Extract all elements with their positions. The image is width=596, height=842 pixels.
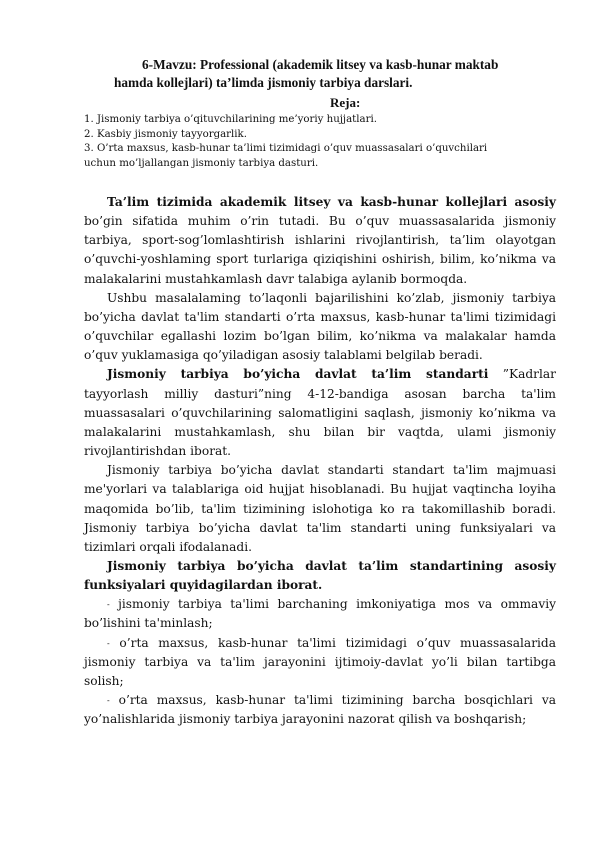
paragraph-4 — [84, 461, 556, 557]
paragraph-1 — [84, 193, 556, 289]
plan-item: uchun mo’ljallangan jismoniy tarbiya dasturi. — [84, 157, 319, 169]
body-text — [84, 193, 556, 729]
paragraph-3-bold-lead: Jismoniy tarbiya bo’yicha davlat ta’lim standarti — [107, 367, 489, 382]
list-item — [84, 691, 556, 729]
list-item-text: jismoniy tarbiya ta'limi barchaning imkoniyatiga mos va ommaviy bo’lishini ta'minlash; — [84, 597, 556, 631]
paragraph-3 — [84, 365, 556, 461]
paragraph-5-bold: Jismoniy tarbiya bo’yicha davlat ta’lim standartining asosiy funksiyalari quyidagilardan iborat. — [84, 558, 556, 593]
paragraph-1-bold-lead: Ta’lim tizimida akademik litsey va kasb-hunar kollejlari asosiy — [107, 195, 556, 209]
paragraph-5 — [84, 557, 556, 595]
plan-heading: Reja: — [330, 95, 361, 110]
topic-title-line-2: hamda kollejlari) ta’limda jismoniy tarbiya darslari. — [114, 75, 413, 90]
plan-list — [84, 113, 554, 171]
list-item — [84, 634, 556, 691]
plan-item: 2. Kasbiy jismoniy tayyorgarlik. — [84, 128, 247, 140]
paragraph-3-text: ”Kadrlar tayyorlash milliy dasturi”ning 4-12-bandiga asosan barcha ta'lim muassasalari o’quvchilarining salomatligini saqlash, jismoniy ko’nikma va malakalarini mustahkamlash, shu bilan bir vaqtda, ulami jismoniy rivojlantirishdan iborat. — [84, 367, 556, 459]
paragraph-2 — [84, 289, 556, 366]
paragraph-2-text: Ushbu masalalaming to’laqonli bajarilishini ko’zlab, jismoniy tarbiya bo’yicha davlat ta'lim standarti o’rta maxsus, kasb-hunar ta'limi tizimidagi o’quvchilar egallashi lozim bo’lgan bilim, ko’nikma va malakalar hamda o’quv yuklamasiga qo’yiladigan asosiy talablami belgilab beradi. — [84, 290, 556, 363]
list-item-text: o’rta maxsus, kasb-hunar ta'limi tizimining barcha bosqichlari va yo’nalishlarida jismoniy tarbiya jarayonini nazorat qilish va boshqarish; — [84, 693, 556, 727]
paragraph-1-text: bo’gin sifatida muhim o’rin tutadi. Bu o’quv muassasalarida jismoniy tarbiya, sport-sog’lomlashtirish ishlarini rivojlantirish, ta’lim olayotgan o’quvchi-yoshlaming sport turlariga qiziqishini oshirish, bilim, ko’nikma va malakalarini mustahkamlash davr talabiga aylanib bormoqda. — [84, 214, 556, 286]
list-marker: - — [107, 638, 110, 648]
list-item-text: o’rta maxsus, kasb-hunar ta'limi tizimidagi o’quv muassasalarida jismoniy tarbiya va ta'lim jarayonini ijtimoiy-davlat yo’li bilan tartibga solish; — [84, 635, 556, 688]
list-item — [84, 595, 556, 633]
plan-item: 3. O’rta maxsus, kasb-hunar ta’limi tizimidagi o’quv muassasalari o’quvchilari — [84, 143, 488, 155]
list-marker: - — [107, 600, 110, 610]
plan-item: 1. Jismoniy tarbiya o’qituvchilarining me’yoriy hujjatlari. — [84, 114, 377, 125]
paragraph-4-text: Jismoniy tarbiya bo’yicha davlat standarti standart ta'lim majmuasi me'yorlari va talablariga oid hujjat hisoblanadi. Bu hujjat vaqtincha loyiha maqomida bo’lib, ta'lim tizimining islohotiga ko ra takomillashib boradi. Jismoniy tarbiya bo’yicha davlat ta'lim standarti uning funksiyalari va tizimlari orqali ifodalanadi. — [84, 463, 556, 554]
list-marker: - — [107, 696, 110, 706]
topic-title-line-1: 6-Mavzu: Professional (akademik litsey va kasb-hunar maktab — [142, 57, 499, 72]
